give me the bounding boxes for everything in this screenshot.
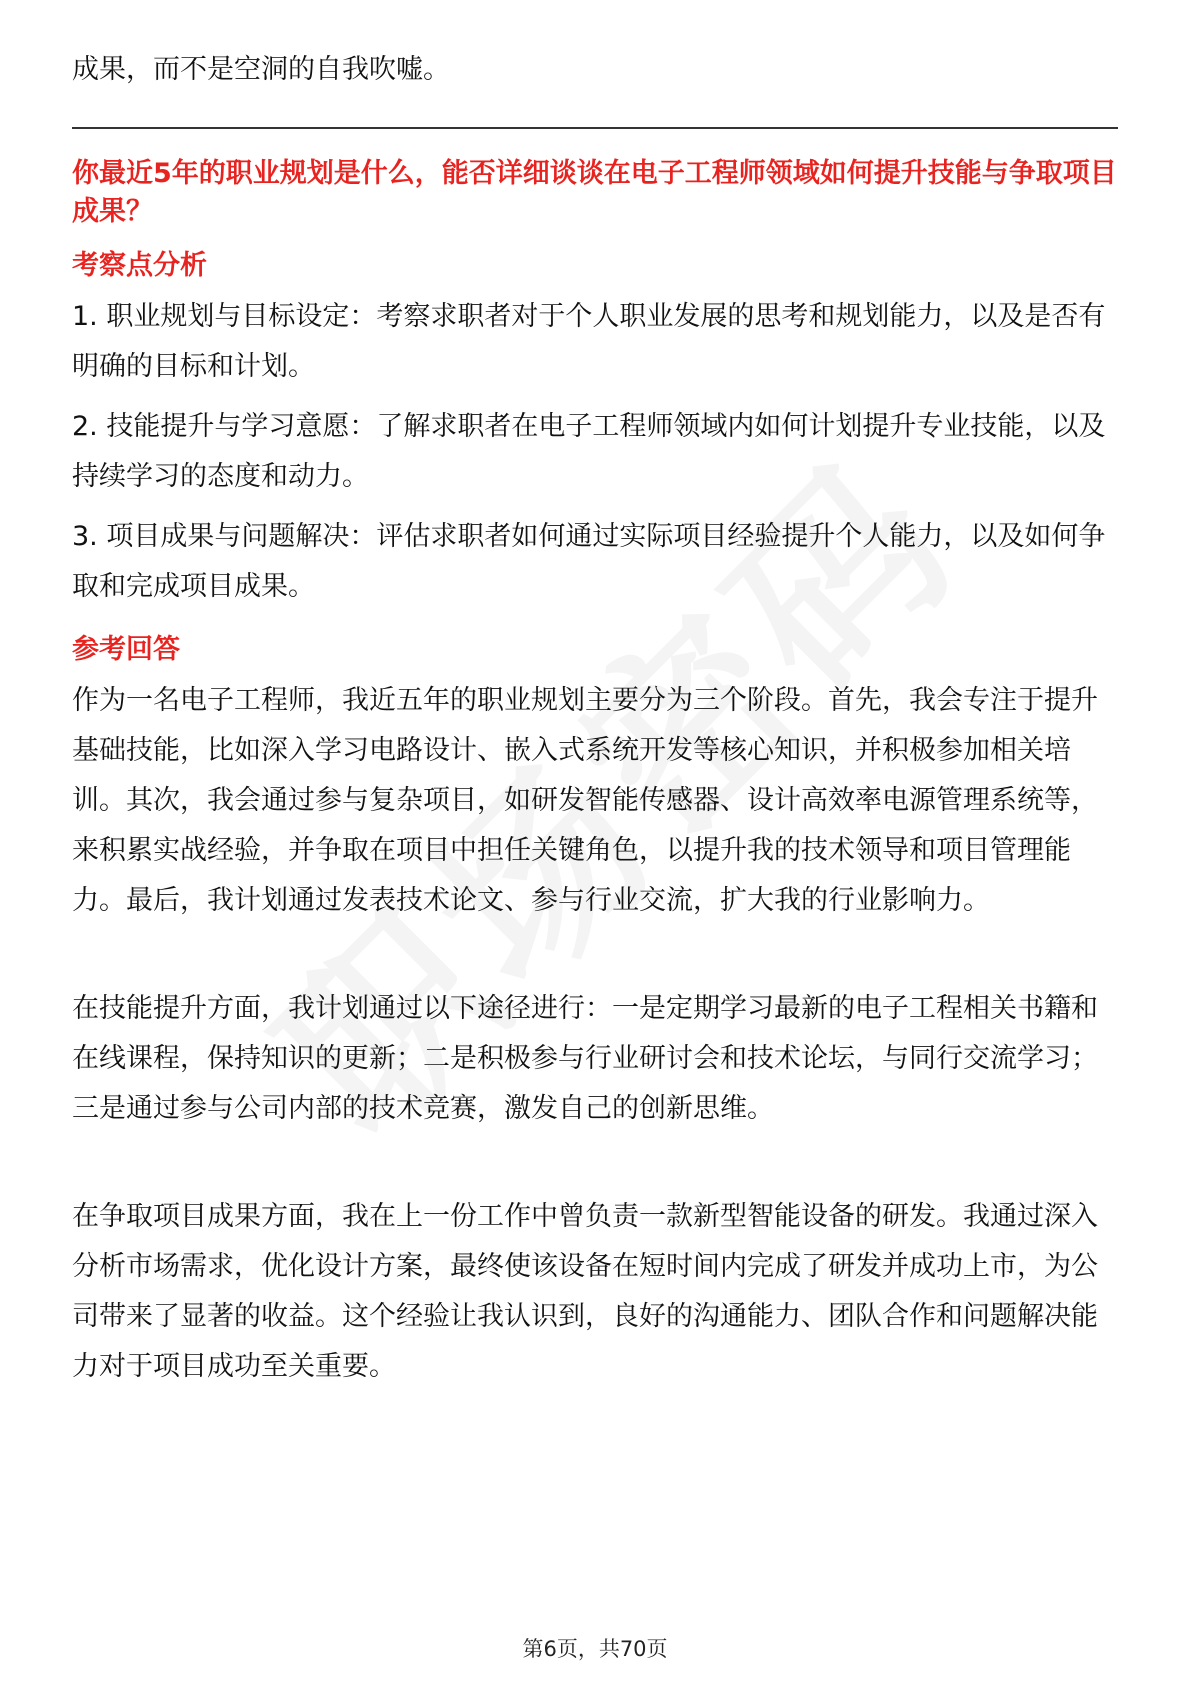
analysis-heading: 考察点分析 [72, 250, 207, 281]
answer-body [72, 676, 1118, 1392]
answer-paragraph: 在技能提升方面，我计划通过以下途径进行：一是定期学习最新的电子工程相关书籍和在线课程，保持知识的更新；二是积极参与行业研讨会和技术论坛，与同行交流学习；三是通过参与公司内部的技术竞赛，激发自己的创新思维。 [72, 993, 1098, 1124]
analysis-point: 3. 项目成果与问题解决：评估求职者如何通过实际项目经验提升个人能力，以及如何争取和完成项目成果。 [72, 521, 1106, 602]
analysis-point: 2. 技能提升与学习意愿：了解求职者在电子工程师领域内如何计划提升专业技能，以及持续学习的态度和动力。 [72, 411, 1106, 492]
answer-heading: 参考回答 [72, 634, 180, 665]
intro-text: 成果，而不是空洞的自我吹嘘。 [72, 54, 450, 85]
section-divider [72, 127, 1118, 129]
document-page [72, 0, 1118, 1392]
page-number: 第6页，共70页 [522, 1637, 668, 1661]
question-title: 你最近5年的职业规划是什么，能否详细谈谈在电子工程师领域如何提升技能与争取项目成果？ [72, 158, 1117, 227]
answer-paragraph: 作为一名电子工程师，我近五年的职业规划主要分为三个阶段。首先，我会专注于提升基础技能，比如深入学习电路设计、嵌入式系统开发等核心知识，并积极参加相关培训。其次，我会通过参与复杂项目，如研发智能传感器、设计高效率电源管理系统等，来积累实战经验，并争取在项目中担任关键角色，以提升我的技术领导和项目管理能力。最后，我计划通过发表技术论文、参与行业交流，扩大我的行业影响力。 [72, 685, 1098, 916]
analysis-points [72, 292, 1118, 612]
analysis-point: 1. 职业规划与目标设定：考察求职者对于个人职业发展的思考和规划能力，以及是否有明确的目标和计划。 [72, 301, 1106, 382]
answer-paragraph: 在争取项目成果方面，我在上一份工作中曾负责一款新型智能设备的研发。我通过深入分析市场需求，优化设计方案，最终使该设备在短时间内完成了研发并成功上市，为公司带来了显著的收益。这个经验让我认识到，良好的沟通能力、团队合作和问题解决能力对于项目成功至关重要。 [72, 1201, 1098, 1382]
